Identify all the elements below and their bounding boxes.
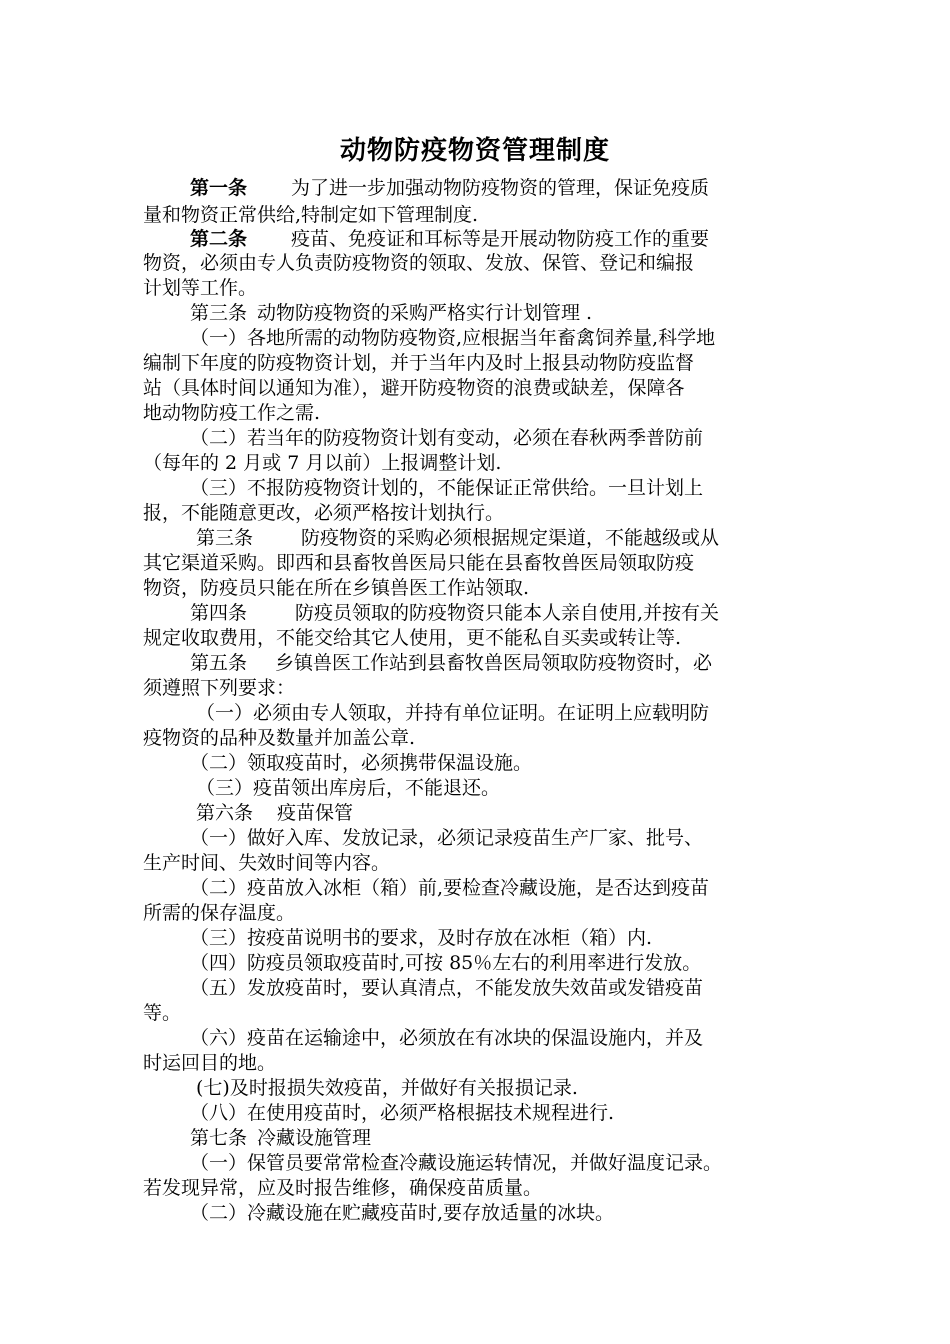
clause-line: (七)及时报损失效疫苗，并做好有关报损记录. — [196, 1077, 578, 1099]
clause-line: （五）发放疫苗时，要认真清点，不能发放失效苗或发错疫苗 — [190, 977, 704, 999]
clause-line: 地动物防疫工作之需. — [143, 402, 321, 424]
clause-line: （三）疫苗领出库房后，不能退还。 — [196, 777, 501, 799]
clause-line: 生产时间、失效时间等内容。 — [143, 852, 391, 874]
article-text: 乡镇兽医工作站到县畜牧兽医局领取防疫物资时，必 — [275, 652, 713, 674]
clause-line: 编制下年度的防疫物资计划，并于当年内及时上报县动物防疫监督 — [143, 352, 695, 374]
article-text: 防疫物资的采购必须根据规定渠道，不能越级或从 — [301, 527, 720, 549]
clause-line: （三）不报防疫物资计划的，不能保证正常供给。一旦计划上 — [190, 477, 704, 499]
clause-line: （一）做好入库、发放记录，必须记录疫苗生产厂家、批号、 — [190, 827, 704, 849]
clause-line: （一）各地所需的动物防疫物资,应根据当年畜禽饲养量,科学地 — [190, 327, 716, 349]
clause-line: 规定收取费用，不能交给其它人使用，更不能私自买卖或转让等. — [143, 627, 682, 649]
clause-line: （八）在使用疫苗时，必须严格根据技术规程进行. — [190, 1102, 615, 1124]
article-1-line-2: 量和物资正常供给,特制定如下管理制度. — [143, 204, 479, 226]
article-label: 第三条 — [196, 527, 254, 549]
article-text: 动物防疫物资的采购严格实行计划管理 . — [257, 302, 593, 324]
clause-line: （二）领取疫苗时，必须携带保温设施。 — [190, 752, 533, 774]
article-2-line-1 — [190, 226, 709, 252]
article-3a-line-1 — [190, 300, 592, 326]
clause-line: 报，不能随意更改，必须严格按计划执行。 — [143, 502, 505, 524]
article-1-line-1 — [190, 175, 709, 201]
article-7-line-1 — [190, 1125, 371, 1151]
article-label: 第七条 — [190, 1127, 248, 1149]
clause-line: 物资，防疫员只能在所在乡镇兽医工作站领取. — [143, 577, 530, 599]
article-text: 疫苗、免疫证和耳标等是开展动物防疫工作的重要 — [291, 228, 710, 250]
clause-line: 所需的保存温度。 — [143, 902, 296, 924]
article-text: 防疫员领取的防疫物资只能本人亲自使用,并按有关 — [295, 602, 720, 624]
article-text: 冷藏设施管理 — [257, 1127, 372, 1149]
clause-line: （四）防疫员领取疫苗时,可按 85％左右的利用率进行发放。 — [190, 952, 702, 974]
article-2-line-3: 计划等工作。 — [143, 277, 258, 299]
clause-line: （二）冷藏设施在贮藏疫苗时,要存放适量的冰块。 — [190, 1202, 615, 1224]
article-6-line-1 — [196, 800, 353, 826]
article-label: 第六条 — [196, 802, 254, 824]
clause-line: （二）疫苗放入冰柜（箱）前,要检查冷藏设施，是否达到疫苗 — [190, 877, 710, 899]
clause-line: （三）按疫苗说明书的要求，及时存放在冰柜（箱）内. — [190, 927, 653, 949]
clause-line: （六）疫苗在运输途中，必须放在有冰块的保温设施内，并及 — [190, 1027, 704, 1049]
clause-line: 等。 — [143, 1002, 182, 1024]
clause-line: （一）保管员要常常检查冷藏设施运转情况，并做好温度记录。 — [190, 1152, 723, 1174]
article-text: 为了进一步加强动物防疫物资的管理，保证免疫质 — [291, 177, 710, 199]
clause-line: 须遵照下列要求： — [143, 677, 296, 699]
article-label: 第二条 — [190, 228, 248, 250]
document-title: 动物防疫物资管理制度 — [339, 136, 610, 166]
article-label: 第一条 — [190, 177, 248, 199]
article-label: 第四条 — [190, 602, 248, 624]
article-label: 第五条 — [190, 652, 248, 674]
article-2-line-2: 物资，必须由专人负责防疫物资的领取、发放、保管、登记和编报 — [143, 252, 695, 274]
clause-line: （一）必须由专人领取，并持有单位证明。在证明上应载明防 — [196, 702, 710, 724]
article-text: 疫苗保管 — [277, 802, 354, 824]
clause-line: 疫物资的品种及数量并加盖公章. — [143, 727, 416, 749]
clause-line: 站（具体时间以通知为准），避开防疫物资的浪费或缺差，保障各 — [143, 377, 685, 399]
article-5-line-1 — [190, 650, 712, 676]
clause-line: 时运回目的地。 — [143, 1052, 277, 1074]
clause-line: （二）若当年的防疫物资计划有变动，必须在春秋两季普防前 — [190, 427, 704, 449]
clause-line: 其它渠道采购。即西和县畜牧兽医局只能在县畜牧兽医局领取防疫 — [143, 552, 695, 574]
article-label: 第三条 — [190, 302, 248, 324]
article-4-line-1 — [190, 600, 719, 626]
clause-line: 若发现异常，应及时报告维修，确保疫苗质量。 — [143, 1177, 543, 1199]
article-3b-line-1 — [196, 525, 719, 551]
clause-line: （每年的 2 月或 7 月以前）上报调整计划. — [143, 452, 502, 474]
